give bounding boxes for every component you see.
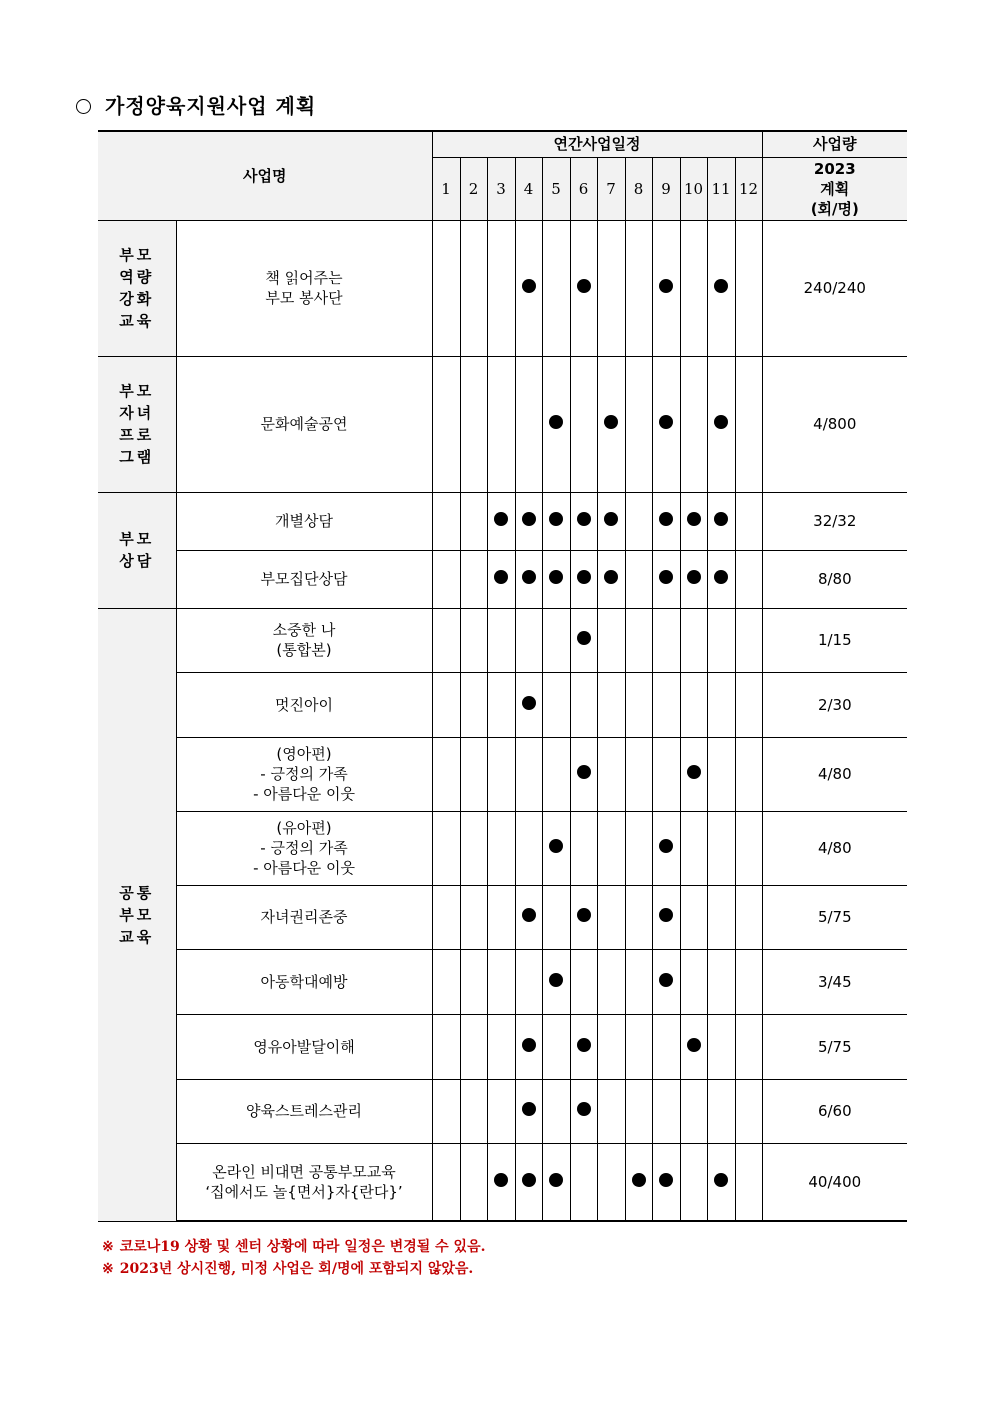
month-cell (707, 811, 735, 885)
scheduled-dot-icon (577, 1038, 591, 1052)
month-cell (432, 1079, 460, 1143)
month-cell (652, 550, 680, 608)
month-cell (735, 949, 762, 1014)
program-name: 문화예술공연 (260, 415, 348, 433)
month-cell (597, 608, 625, 672)
program-name: 온라인 비대면 공통부모교육 ‘집에서도 놀{면서}자{란다}’ (205, 1162, 403, 1201)
plan-value: 40/400 (762, 1143, 907, 1221)
program-name-cell (176, 885, 432, 949)
circle-bullet-icon (76, 99, 91, 114)
month-cell (487, 608, 515, 672)
month-cell (570, 949, 597, 1014)
scheduled-dot-icon (659, 973, 673, 987)
scheduled-dot-icon (549, 570, 563, 584)
month-cell (625, 492, 652, 550)
month-header: 8 (625, 157, 652, 220)
month-cell (487, 356, 515, 492)
scheduled-dot-icon (494, 512, 508, 526)
scheduled-dot-icon (522, 1038, 536, 1052)
table-row (98, 811, 907, 885)
plan-value: 32/32 (762, 492, 907, 550)
program-name: (영아편) - 긍정의 가족 - 아름다운 이웃 (253, 745, 355, 803)
scheduled-dot-icon (522, 696, 536, 710)
month-header: 2 (460, 157, 487, 220)
month-cell (680, 1143, 707, 1221)
plan-value: 1/15 (762, 608, 907, 672)
scheduled-dot-icon (549, 973, 563, 987)
program-name: 자녀권리존중 (260, 908, 348, 926)
plan-value: 4/80 (762, 737, 907, 811)
month-header: 12 (735, 157, 762, 220)
plan-header (762, 157, 907, 220)
month-cell (680, 811, 707, 885)
month-cell (487, 220, 515, 356)
scheduled-dot-icon (604, 570, 618, 584)
month-cell (570, 811, 597, 885)
month-header: 1 (432, 157, 460, 220)
month-cell (652, 608, 680, 672)
month-cell (542, 737, 570, 811)
month-cell (597, 1079, 625, 1143)
scheduled-dot-icon (494, 570, 508, 584)
month-cell (432, 737, 460, 811)
month-cell (597, 220, 625, 356)
month-cell (515, 737, 542, 811)
scheduled-dot-icon (494, 1173, 508, 1187)
program-name-cell (176, 737, 432, 811)
month-cell (542, 1014, 570, 1079)
month-cell (515, 1143, 542, 1221)
table-row (98, 1014, 907, 1079)
month-cell (597, 550, 625, 608)
month-cell (460, 811, 487, 885)
month-cell (625, 1014, 652, 1079)
category-label: 부모 자녀 프로 그램 (119, 382, 155, 466)
table-row (98, 737, 907, 811)
month-cell (542, 1079, 570, 1143)
plan-value: 8/80 (762, 550, 907, 608)
category-cell (98, 492, 176, 608)
scheduled-dot-icon (577, 908, 591, 922)
month-cell (460, 672, 487, 737)
month-cell (652, 1079, 680, 1143)
program-name: 개별상담 (275, 512, 333, 530)
program-name: 멋진아이 (275, 695, 333, 714)
month-cell (432, 672, 460, 737)
month-cell (542, 1143, 570, 1221)
month-cell (487, 885, 515, 949)
note-mark: ※ (102, 1239, 114, 1255)
month-cell (432, 885, 460, 949)
month-cell (542, 949, 570, 1014)
month-cell (542, 492, 570, 550)
month-cell (460, 492, 487, 550)
scheduled-dot-icon (522, 1102, 536, 1116)
scheduled-dot-icon (522, 279, 536, 293)
scheduled-dot-icon (687, 570, 701, 584)
program-name-cell (176, 672, 432, 737)
scheduled-dot-icon (604, 512, 618, 526)
month-cell (432, 220, 460, 356)
month-cell (570, 550, 597, 608)
month-header: 4 (515, 157, 542, 220)
month-cell (487, 737, 515, 811)
program-name-cell (176, 220, 432, 356)
month-cell (707, 1014, 735, 1079)
month-cell (625, 672, 652, 737)
program-name: 아동학대예방 (260, 972, 348, 991)
program-name: 영유아발달이해 (253, 1037, 355, 1056)
month-cell (597, 672, 625, 737)
scheduled-dot-icon (577, 631, 591, 645)
scheduled-dot-icon (577, 512, 591, 526)
month-cell (460, 949, 487, 1014)
month-cell (597, 885, 625, 949)
month-cell (707, 1079, 735, 1143)
month-cell (652, 356, 680, 492)
program-name: 양육스트레스관리 (246, 1102, 362, 1120)
scheduled-dot-icon (659, 512, 673, 526)
month-cell (570, 1014, 597, 1079)
program-name-cell (176, 811, 432, 885)
program-name-cell (176, 949, 432, 1014)
scheduled-dot-icon (549, 415, 563, 429)
month-cell (707, 356, 735, 492)
category-cell (98, 356, 176, 492)
month-cell (515, 885, 542, 949)
month-cell (487, 550, 515, 608)
program-name: 책 읽어주는 부모 봉사단 (265, 269, 343, 307)
month-cell (735, 608, 762, 672)
month-header: 10 (680, 157, 707, 220)
month-cell (487, 949, 515, 1014)
month-cell (652, 672, 680, 737)
month-cell (652, 949, 680, 1014)
month-cell (597, 811, 625, 885)
month-cell (652, 1143, 680, 1221)
month-cell (625, 1079, 652, 1143)
month-cell (597, 737, 625, 811)
month-cell (707, 737, 735, 811)
month-cell (735, 1079, 762, 1143)
scheduled-dot-icon (659, 908, 673, 922)
scheduled-dot-icon (522, 1173, 536, 1187)
month-cell (515, 949, 542, 1014)
scheduled-dot-icon (522, 512, 536, 526)
month-cell (680, 608, 707, 672)
plan-header-text: 2023 계획 (회/명) (810, 159, 859, 218)
month-cell (707, 949, 735, 1014)
month-cell (652, 492, 680, 550)
plan-value: 5/75 (762, 885, 907, 949)
month-cell (680, 1014, 707, 1079)
scheduled-dot-icon (659, 570, 673, 584)
month-cell (707, 492, 735, 550)
month-cell (570, 672, 597, 737)
month-cell (487, 1014, 515, 1079)
month-cell (680, 492, 707, 550)
month-cell (625, 1143, 652, 1221)
plan-value: 2/30 (762, 672, 907, 737)
program-name-cell (176, 356, 432, 492)
month-cell (707, 672, 735, 737)
month-cell (625, 550, 652, 608)
month-cell (680, 220, 707, 356)
program-name-cell (176, 608, 432, 672)
scheduled-dot-icon (577, 279, 591, 293)
scheduled-dot-icon (714, 512, 728, 526)
scheduled-dot-icon (549, 512, 563, 526)
month-cell (597, 1143, 625, 1221)
month-header: 6 (570, 157, 597, 220)
scheduled-dot-icon (714, 279, 728, 293)
month-cell (652, 885, 680, 949)
month-cell (487, 811, 515, 885)
plan-value: 6/60 (762, 1079, 907, 1143)
month-cell (570, 885, 597, 949)
program-name: (유아편) - 긍정의 가족 - 아름다운 이웃 (253, 819, 355, 877)
plan-value: 4/800 (762, 356, 907, 492)
month-cell (460, 1079, 487, 1143)
plan-value: 5/75 (762, 1014, 907, 1079)
program-name: 소중한 나 (통합본) (272, 621, 336, 659)
month-cell (652, 1014, 680, 1079)
table-row (98, 949, 907, 1014)
month-cell (680, 672, 707, 737)
page-title (76, 90, 316, 119)
month-cell (460, 356, 487, 492)
month-cell (625, 356, 652, 492)
month-cell (652, 737, 680, 811)
month-cell (652, 220, 680, 356)
month-cell (625, 220, 652, 356)
program-name-cell (176, 1143, 432, 1221)
scheduled-dot-icon (687, 1038, 701, 1052)
program-name-cell (176, 550, 432, 608)
month-cell (515, 550, 542, 608)
note-1-text: 코로나19 상황 및 센터 상황에 따라 일정은 변경될 수 있음. (119, 1239, 486, 1255)
month-cell (735, 1143, 762, 1221)
table-row (98, 1143, 907, 1221)
schedule-header: 연간사업일정 (432, 131, 762, 157)
month-cell (570, 492, 597, 550)
month-cell (515, 492, 542, 550)
month-cell (570, 737, 597, 811)
month-cell (680, 550, 707, 608)
table-row (98, 885, 907, 949)
month-cell (487, 1143, 515, 1221)
category-label: 부모 상담 (119, 530, 155, 570)
table-row (98, 672, 907, 737)
month-cell (432, 811, 460, 885)
month-header: 3 (487, 157, 515, 220)
month-cell (432, 492, 460, 550)
program-name-header: 사업명 (98, 131, 432, 220)
month-cell (542, 811, 570, 885)
month-cell (487, 1079, 515, 1143)
month-cell (735, 672, 762, 737)
month-cell (707, 550, 735, 608)
month-cell (542, 356, 570, 492)
scheduled-dot-icon (714, 1173, 728, 1187)
month-cell (735, 737, 762, 811)
page-title-text: 가정양육지원사업 계획 (105, 94, 317, 118)
scheduled-dot-icon (687, 765, 701, 779)
month-cell (597, 356, 625, 492)
month-cell (735, 811, 762, 885)
month-cell (597, 949, 625, 1014)
month-cell (515, 1014, 542, 1079)
month-cell (735, 492, 762, 550)
table-row (98, 220, 907, 356)
scheduled-dot-icon (604, 415, 618, 429)
category-label: 부모 역량 강화 교육 (119, 246, 155, 330)
plan-value: 4/80 (762, 811, 907, 885)
program-name-cell (176, 1079, 432, 1143)
month-cell (515, 356, 542, 492)
table-row (98, 492, 907, 550)
month-cell (625, 885, 652, 949)
month-cell (432, 550, 460, 608)
month-cell (735, 1014, 762, 1079)
month-header: 5 (542, 157, 570, 220)
scheduled-dot-icon (549, 1173, 563, 1187)
month-cell (542, 672, 570, 737)
month-cell (432, 1014, 460, 1079)
month-cell (735, 356, 762, 492)
month-cell (707, 1143, 735, 1221)
month-cell (680, 737, 707, 811)
scheduled-dot-icon (522, 908, 536, 922)
month-cell (542, 550, 570, 608)
month-cell (625, 811, 652, 885)
note-2-text: 2023년 상시진행, 미정 사업은 회/명에 포함되지 않았음. (119, 1261, 474, 1277)
note-1 (102, 1236, 485, 1258)
month-cell (652, 811, 680, 885)
scheduled-dot-icon (659, 415, 673, 429)
note-2 (102, 1258, 485, 1280)
scheduled-dot-icon (549, 839, 563, 853)
volume-header: 사업량 (762, 131, 907, 157)
program-name-cell (176, 492, 432, 550)
scheduled-dot-icon (522, 570, 536, 584)
month-cell (487, 672, 515, 737)
month-cell (460, 885, 487, 949)
month-cell (570, 1079, 597, 1143)
month-cell (597, 1014, 625, 1079)
month-cell (542, 220, 570, 356)
month-cell (515, 811, 542, 885)
scheduled-dot-icon (577, 1102, 591, 1116)
scheduled-dot-icon (659, 1173, 673, 1187)
scheduled-dot-icon (577, 570, 591, 584)
plan-value: 3/45 (762, 949, 907, 1014)
month-cell (460, 608, 487, 672)
note-mark: ※ (102, 1261, 114, 1277)
month-header: 9 (652, 157, 680, 220)
notes (102, 1236, 485, 1280)
scheduled-dot-icon (659, 279, 673, 293)
month-cell (625, 737, 652, 811)
month-cell (680, 1079, 707, 1143)
table-row (98, 608, 907, 672)
month-header: 11 (707, 157, 735, 220)
month-cell (570, 1143, 597, 1221)
month-cell (487, 492, 515, 550)
month-cell (570, 220, 597, 356)
month-cell (707, 608, 735, 672)
month-cell (680, 949, 707, 1014)
month-cell (680, 356, 707, 492)
plan-table (98, 130, 907, 1222)
month-cell (542, 885, 570, 949)
program-name-cell (176, 1014, 432, 1079)
month-cell (460, 220, 487, 356)
month-cell (515, 220, 542, 356)
month-cell (707, 220, 735, 356)
month-cell (625, 949, 652, 1014)
program-name: 부모집단상담 (260, 570, 348, 588)
month-cell (570, 356, 597, 492)
month-cell (680, 885, 707, 949)
scheduled-dot-icon (714, 570, 728, 584)
month-header: 7 (597, 157, 625, 220)
scheduled-dot-icon (659, 839, 673, 853)
category-label: 공통 부모 교육 (119, 883, 155, 946)
month-cell (735, 885, 762, 949)
month-cell (707, 885, 735, 949)
table-row (98, 356, 907, 492)
month-cell (460, 737, 487, 811)
month-cell (515, 608, 542, 672)
plan-value: 240/240 (762, 220, 907, 356)
scheduled-dot-icon (714, 415, 728, 429)
month-cell (432, 608, 460, 672)
month-cell (432, 949, 460, 1014)
month-cell (515, 672, 542, 737)
month-cell (625, 608, 652, 672)
month-cell (735, 550, 762, 608)
month-cell (597, 492, 625, 550)
month-cell (570, 608, 597, 672)
month-cell (460, 550, 487, 608)
scheduled-dot-icon (687, 512, 701, 526)
category-cell (98, 608, 176, 1221)
month-cell (460, 1143, 487, 1221)
month-cell (515, 1079, 542, 1143)
month-cell (432, 1143, 460, 1221)
month-cell (735, 220, 762, 356)
month-cell (460, 1014, 487, 1079)
category-cell (98, 220, 176, 356)
month-cell (432, 356, 460, 492)
month-cell (542, 608, 570, 672)
table-row (98, 1079, 907, 1143)
scheduled-dot-icon (632, 1173, 646, 1187)
scheduled-dot-icon (577, 765, 591, 779)
table-row (98, 550, 907, 608)
